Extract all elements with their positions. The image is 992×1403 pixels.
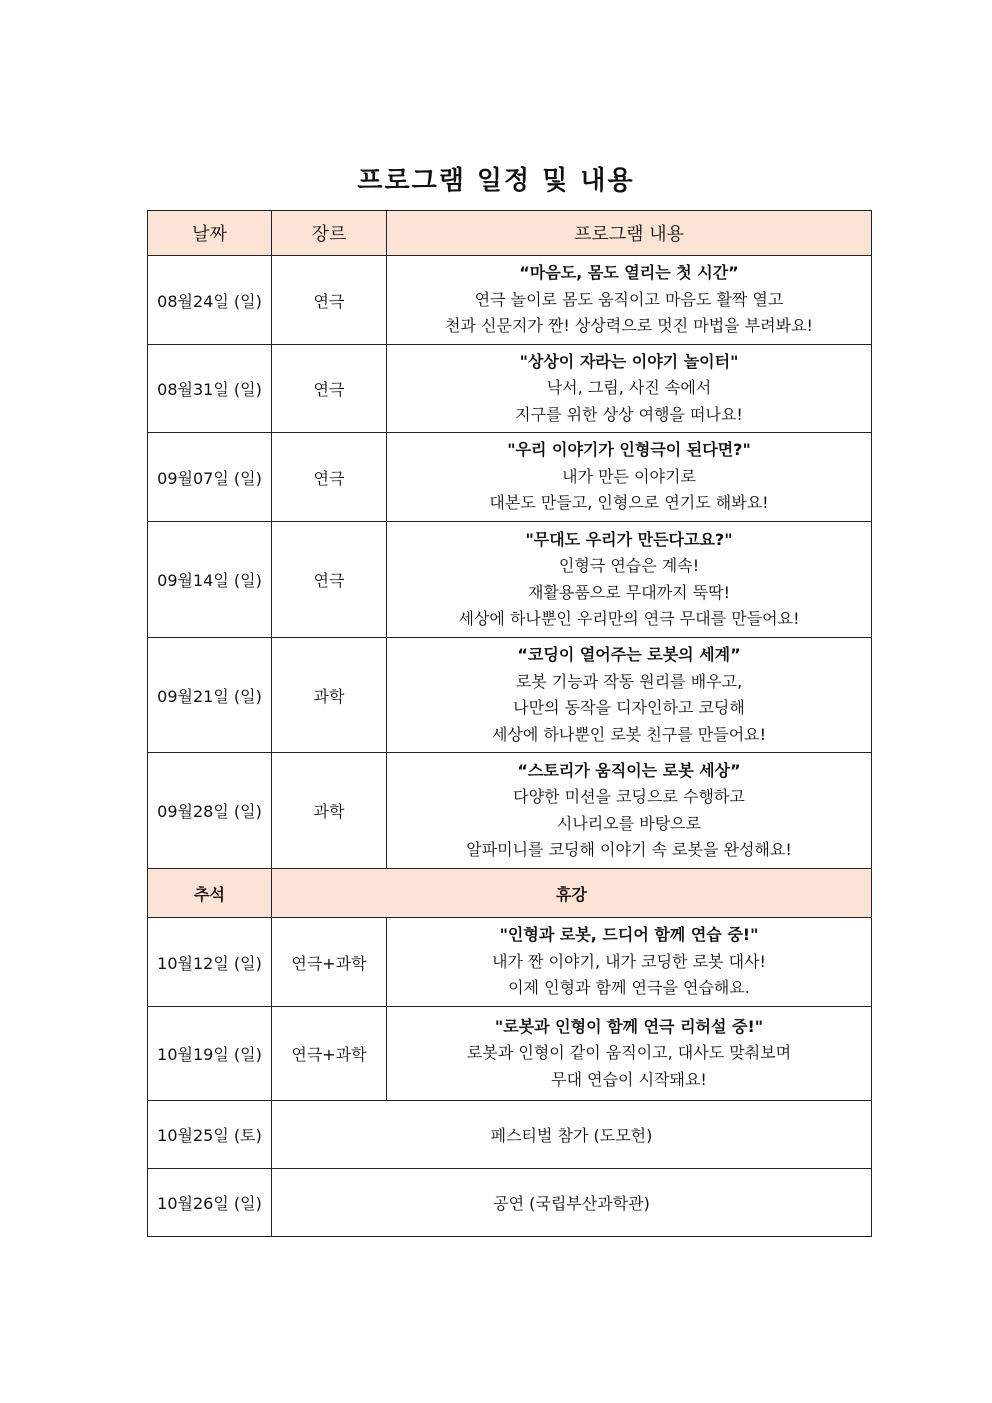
content-line: 연극 놀이로 몸도 움직이고 마음도 활짝 열고 <box>474 289 784 309</box>
page-title: 프로그램 일정 및 내용 <box>357 166 635 196</box>
holiday-row <box>148 869 872 918</box>
event-row <box>148 1169 872 1237</box>
header-content: 프로그램 내용 <box>387 211 872 256</box>
row-genre: 연극 <box>272 522 387 638</box>
row-genre: 연극+과학 <box>272 1007 387 1101</box>
holiday-label: 추석 <box>148 869 272 918</box>
row-content <box>387 638 872 753</box>
content-title: “코딩이 열어주는 로봇의 세계” <box>517 645 741 664</box>
table-row <box>148 1007 872 1101</box>
event-text: 페스티벌 참가 (도모헌) <box>272 1101 872 1169</box>
row-genre: 연극 <box>272 256 387 345</box>
table-row <box>148 433 872 522</box>
row-content <box>387 753 872 869</box>
row-date: 08월31일 (일) <box>148 345 272 433</box>
row-content <box>387 433 872 522</box>
row-date: 09월07일 (일) <box>148 433 272 522</box>
content-line: 다양한 미션을 코딩으로 수행하고 <box>513 787 745 806</box>
content-line: 로봇과 인형이 같이 움직이고, 대사도 맞춰보며 <box>466 1043 792 1063</box>
event-date: 10월26일 (일) <box>148 1169 272 1237</box>
row-content <box>387 1007 872 1101</box>
row-genre: 연극 <box>272 433 387 522</box>
table-header-row <box>148 211 872 256</box>
table-row <box>148 638 872 753</box>
content-title: “스토리가 움직이는 로봇 세상” <box>517 760 741 780</box>
content-line: 시나리오를 바탕으로 <box>556 813 702 833</box>
table-row <box>148 753 872 869</box>
content-title: "상상이 자라는 이야기 놀이터" <box>519 351 739 371</box>
row-genre: 과학 <box>272 638 387 753</box>
holiday-text: 휴강 <box>272 869 872 918</box>
content-title: “마음도, 몸도 열리는 첫 시간” <box>519 263 739 283</box>
content-line: 지구를 위한 상상 여행을 떠나요! <box>515 404 743 424</box>
content-title: "인형과 로봇, 드디어 함께 연습 중!" <box>499 925 759 945</box>
content-line: 재활용품으로 무대까지 뚝딱! <box>527 582 731 602</box>
row-genre: 연극+과학 <box>272 918 387 1007</box>
content-line: 세상에 하나뿐인 로봇 친구를 만들어요! <box>491 724 767 744</box>
table-row <box>148 345 872 433</box>
table-row <box>148 522 872 638</box>
content-line: 인형극 연습은 계속! <box>558 556 700 575</box>
schedule-table <box>147 210 872 1237</box>
content-title: "무대도 우리가 만든다고요?" <box>525 529 733 549</box>
row-content <box>387 345 872 433</box>
row-content <box>387 522 872 638</box>
content-line: 나만의 동작을 디자인하고 코딩해 <box>513 698 745 717</box>
content-line: 내가 만든 이야기로 <box>562 466 696 486</box>
row-date: 09월28일 (일) <box>148 753 272 869</box>
header-genre: 장르 <box>272 211 387 256</box>
row-content <box>387 256 872 345</box>
row-date: 09월14일 (일) <box>148 522 272 638</box>
content-title: "로봇과 인형이 함께 연극 리허설 중!" <box>494 1016 764 1036</box>
header-date: 날짜 <box>148 211 272 256</box>
content-line: 천과 신문지가 짠! 상상력으로 멋진 마법을 부려봐요! <box>445 316 813 336</box>
row-date: 10월19일 (일) <box>148 1007 272 1101</box>
row-date: 08월24일 (일) <box>148 256 272 345</box>
row-genre: 연극 <box>272 345 387 433</box>
event-row <box>148 1101 872 1169</box>
row-genre: 과학 <box>272 753 387 869</box>
content-line: 로봇 기능과 작동 원리를 배우고, <box>515 671 743 691</box>
event-date: 10월25일 (토) <box>148 1101 272 1169</box>
content-line: 대본도 만들고, 인형으로 연기도 해봐요! <box>489 493 769 513</box>
content-title: "우리 이야기가 인형극이 된다면?" <box>507 440 751 460</box>
content-line: 알파미니를 코딩해 이야기 속 로봇을 완성해요! <box>466 840 792 859</box>
table-row <box>148 918 872 1007</box>
content-line: 내가 짠 이야기, 내가 코딩한 로봇 대사! <box>492 951 766 971</box>
row-content <box>387 918 872 1007</box>
content-line: 무대 연습이 시작돼요! <box>551 1069 707 1089</box>
content-line: 이제 인형과 함께 연극을 연습해요. <box>508 978 750 998</box>
event-text: 공연 (국립부산과학관) <box>272 1169 872 1237</box>
row-date: 10월12일 (일) <box>148 918 272 1007</box>
table-row <box>148 256 872 345</box>
content-line: 세상에 하나뿐인 우리만의 연극 무대를 만들어요! <box>458 609 800 628</box>
content-line: 낙서, 그림, 사진 속에서 <box>546 378 712 398</box>
row-date: 09월21일 (일) <box>148 638 272 753</box>
